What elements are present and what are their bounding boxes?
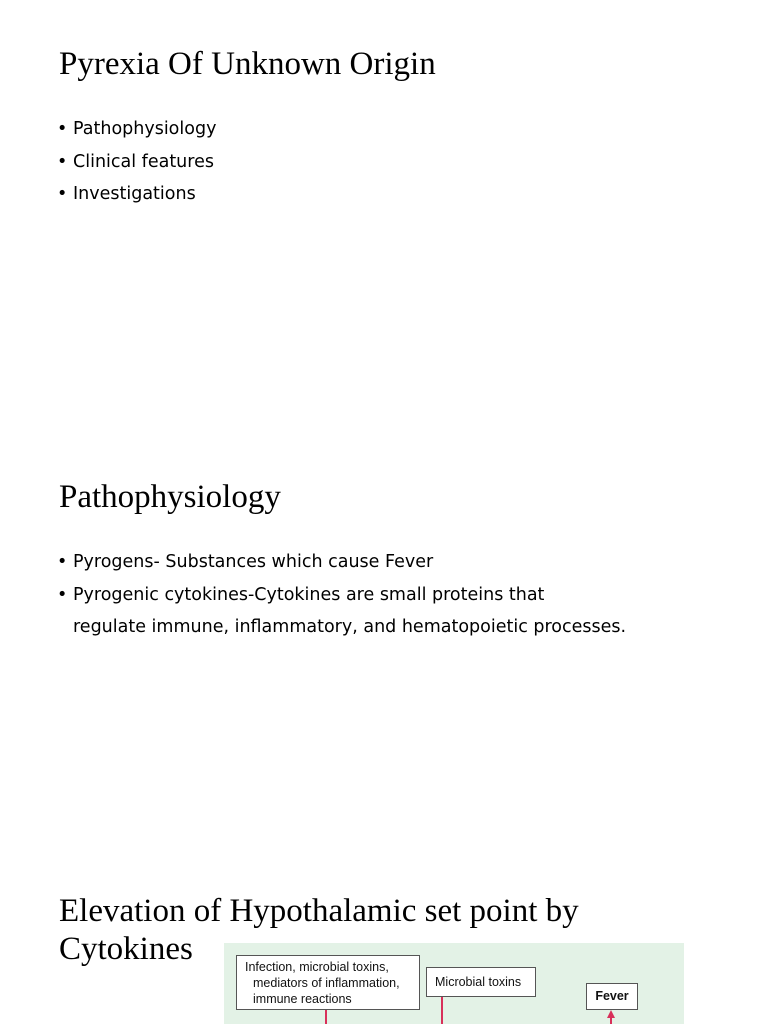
- list-item: • Investigations: [57, 178, 216, 211]
- slide-1-title: Pyrexia Of Unknown Origin: [59, 46, 436, 82]
- infection-box: Infection, microbial toxins, mediators of inflammation, immune reactions: [236, 955, 420, 1010]
- microbial-arrow-line: [441, 997, 443, 1024]
- bullet-dot-icon: •: [57, 552, 68, 572]
- fever-box: Fever: [586, 983, 638, 1010]
- list-item: • Pyrogens- Substances which cause Fever: [57, 546, 626, 579]
- slide-3-title: Elevation of Hypothalamic set point by Cytokines: [59, 893, 579, 967]
- infection-arrow-line: [325, 1010, 327, 1024]
- bullet-dot-icon: •: [57, 584, 68, 605]
- slide-1-bullet-list: [57, 113, 216, 211]
- bullet-dot-icon: •: [57, 151, 68, 172]
- list-item: • Clinical features: [57, 146, 216, 179]
- slide-2-title: Pathophysiology: [59, 479, 281, 515]
- cytokine-diagram: [224, 943, 684, 1024]
- list-item: • Pyrogenic cytokines-Cytokines are small proteins that regulate immune, inflammatory, and hematopoietic processes.: [57, 579, 626, 644]
- bullet-dot-icon: •: [57, 184, 68, 204]
- bullet-dot-icon: •: [57, 119, 68, 139]
- fever-arrow-line: [610, 1017, 612, 1024]
- list-item: • Pathophysiology: [57, 113, 216, 146]
- slide-2-bullet-list: [57, 546, 626, 644]
- microbial-toxins-box: Microbial toxins: [426, 967, 536, 997]
